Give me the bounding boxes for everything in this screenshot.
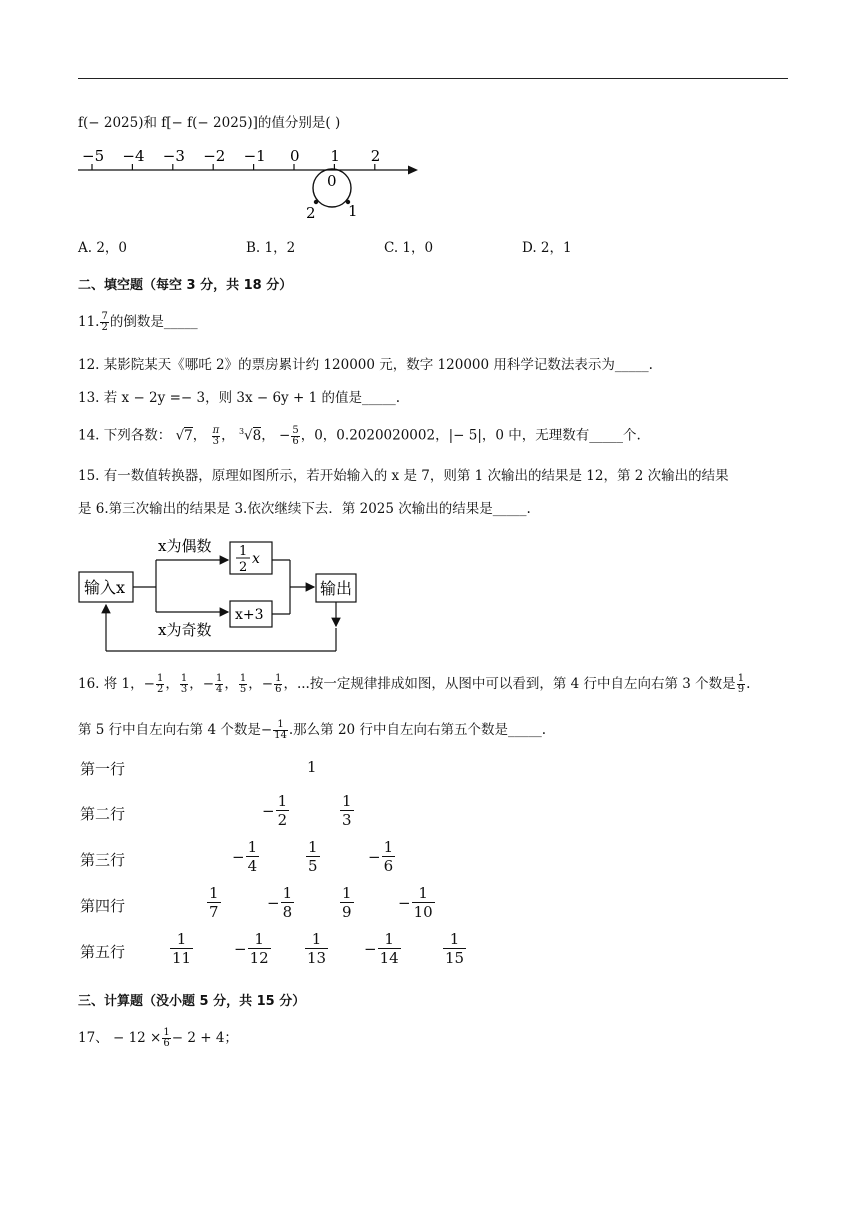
section-3-heading: 三、计算题（没小题 5 分，共 15 分） [78,994,306,1009]
row3-item3: − $\frac{1}{6}$ [368,838,394,875]
q10-option-a: A. 2，0 [78,240,128,256]
flow-half-num: 1 [239,544,248,559]
q14: 14. 下列各数： √7， $\frac{\pi}{3}$ ， $^3$√8， − $\frac{5}{6}$ ，0，0.2020020002，|− 5|，0 中，无理数有_____个. [78,424,641,447]
row5-item5: $\frac{1}{15}$ [445,930,465,967]
q15-line1: 15. 有一数值转换器，原理如图所示，若开始输入的 x 是 7，则第 1 次输出的结果是 12，第 2 次输出的结果 [78,468,729,484]
section-2-heading: 二、填空题（每空 3 分，共 18 分） [78,278,293,293]
q12: 12. 某影院某天《哪吒 2》的票房累计约 120000 元，数字 120000 用科学记数法表示为_____. [78,357,653,373]
row4-item2: − $\frac{1}{8}$ [267,884,293,921]
row2-item2: $\frac{1}{3}$ [342,792,352,829]
flow-half-den: 2 [239,560,248,575]
circle-label-0: 0 [327,172,337,190]
row5-item4: − $\frac{1}{14}$ [364,930,399,967]
row-label-5: 第五行 [80,943,126,961]
row-label-2: 第二行 [80,805,126,823]
row4-item1: $\frac{1}{7}$ [209,884,219,921]
circle-label-2: 2 [306,204,316,222]
flow-half-var: x [252,551,260,567]
tick-label: −1 [243,147,266,165]
q11: 11. $\frac{7}{2}$ 的倒数是_____ [78,311,198,333]
q15-line2: 是 6.第三次输出的结果是 3.依次继续下去．第 2025 次输出的结果是_____. [78,501,531,517]
row5-item2: − $\frac{1}{12}$ [234,930,269,967]
row5-item1: $\frac{1}{11}$ [172,930,192,967]
flow-input-box: 输入x [84,578,126,597]
row2-item1: − $\frac{1}{2}$ [262,792,288,829]
q10-option-b: B. 1，2 [246,240,296,256]
header-rule [78,78,788,79]
flow-odd-label: x为奇数 [158,621,212,639]
row3-item1: − $\frac{1}{4}$ [232,838,258,875]
flow-output-box: 输出 [320,579,353,598]
row-label-3: 第三行 [80,851,126,869]
tick-label: −4 [122,147,145,165]
q10-option-d: D. 2，1 [522,240,572,256]
q13: 13. 若 x − 2y =− 3，则 3x − 6y + 1 的值是_____. [78,390,400,406]
q16-line2: 第 5 行中自左向右第 4 个数是− $\frac{1}{14}$ .那么第 20 行中自左向右第五个数是_____. [78,719,546,741]
q10-option-c: C. 1，0 [384,240,434,256]
tick-label: −3 [162,147,185,165]
flow-even-label: x为偶数 [158,537,212,555]
row3-item2: $\frac{1}{5}$ [308,838,318,875]
converter-flowchart [76,532,376,660]
flow-plus3-box: x+3 [235,607,264,623]
q17: 17、 − 12 × $\frac{1}{6}$ − 2 + 4； [78,1027,238,1049]
q16-line1: 16. 将 1，− $\frac{1}{2}$ ， $\frac{1}{3}$ ，− $\frac{1}{4}$ ， $\frac{1}{5}$ ，− $\frac{1}{6}$ ，...按一定规律排成如图，从图中可以看到，第 4 行中自左向右第 3 个数是 $\frac{1}{9}$ . [78,673,751,695]
q10-text: f(− 2025)和 f[− f(− 2025)]的值分别是( ) [78,115,341,131]
row4-item3: $\frac{1}{9}$ [342,884,352,921]
number-line-ticks [82,147,380,170]
tick-label: −2 [203,147,226,165]
tick-label: 0 [290,147,300,165]
tick-label: 1 [330,147,340,165]
circle-label-1: 1 [348,202,358,220]
row-label-1: 第一行 [80,760,126,778]
row1-value: 1 [307,758,317,776]
row5-item3: $\frac{1}{13}$ [307,930,327,967]
number-line-figure [70,140,430,225]
row-label-4: 第四行 [80,897,126,915]
row4-item4: − $\frac{1}{10}$ [398,884,433,921]
tick-label: 2 [370,147,381,165]
tick-label: −5 [82,147,105,165]
